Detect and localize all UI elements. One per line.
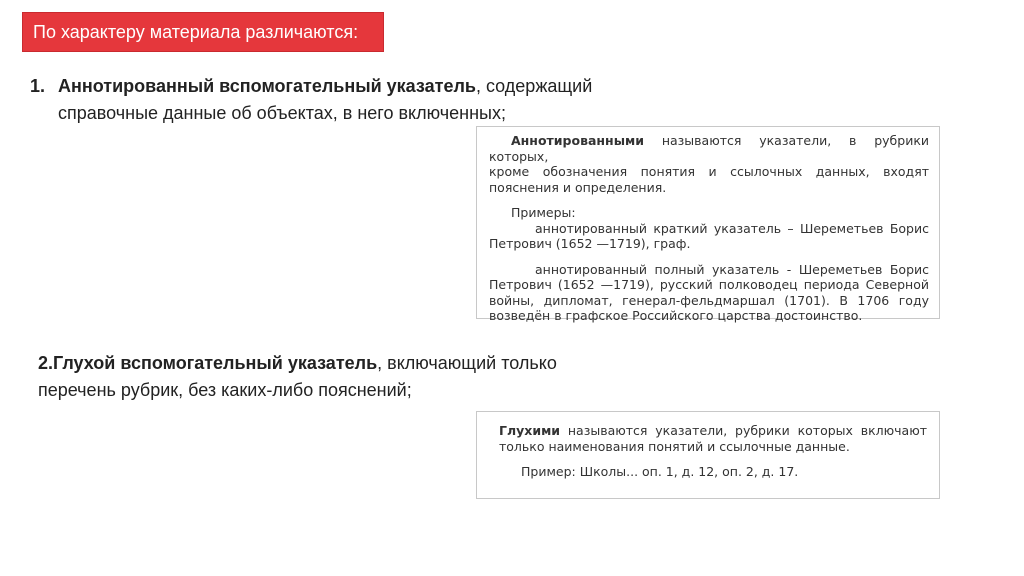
box2-def-line1: Глухими называются указатели, рубрики которых включают [499, 423, 927, 438]
item2-bold-term: 2.Глухой вспомогательный указатель [38, 353, 378, 373]
annotated-definition-box [476, 126, 940, 323]
box1-example2-line3: войны, дипломат, генерал-фельдмаршал (1701). В 1706 году [489, 292, 929, 308]
box1-def-line2: кроме обозначения понятия и ссылочных данных, входят [489, 164, 929, 179]
box1-example2-line1: аннотированный полный указатель - Шереметьев Борис [535, 261, 929, 277]
item2-line1 [38, 350, 638, 377]
box2-example: Пример: Школы... оп. 1, д. 12, оп. 2, д. 17. [521, 464, 799, 479]
box1-example2-line4: возведён в графское Российского царства достоинство. [489, 308, 863, 323]
box1-def-line1: Аннотированными называются указатели, в рубрики которых, [489, 133, 929, 164]
item1-bold-term: Аннотированный вспомогательный указатель [58, 76, 476, 96]
item1-line2: справочные данные об объектах, в него включенных; [58, 103, 506, 123]
list-item-annotated-index [30, 73, 650, 127]
item2-line2: перечень рубрик, без каких-либо пояснений; [38, 380, 412, 400]
box1-example1-line2: Петрович (1652 —1719), граф. [489, 236, 691, 251]
section-title: По характеру материала различаются: [33, 21, 359, 42]
blind-definition-box [476, 411, 940, 499]
section-title-banner [22, 12, 384, 52]
box1-example2-line2: Петрович (1652 —1719), русский полководец периода Северной [489, 277, 929, 292]
box1-term: Аннотированными [511, 133, 644, 148]
box1-def-line3: пояснения и определения. [489, 179, 667, 195]
box2-def-line2: только наименования понятий и ссылочные данные. [499, 438, 850, 454]
box1-example1-line1: аннотированный краткий указатель – Шереметьев Борис [535, 220, 929, 236]
box2-term: Глухими [499, 423, 561, 438]
box1-examples-label: Примеры: [511, 205, 576, 220]
item1-number: 1. [30, 76, 46, 96]
item1-rest: , содержащий [475, 76, 593, 96]
item1-line1 [30, 73, 650, 100]
list-item-blind-index [38, 350, 638, 404]
item2-rest: , включающий только [377, 353, 557, 373]
